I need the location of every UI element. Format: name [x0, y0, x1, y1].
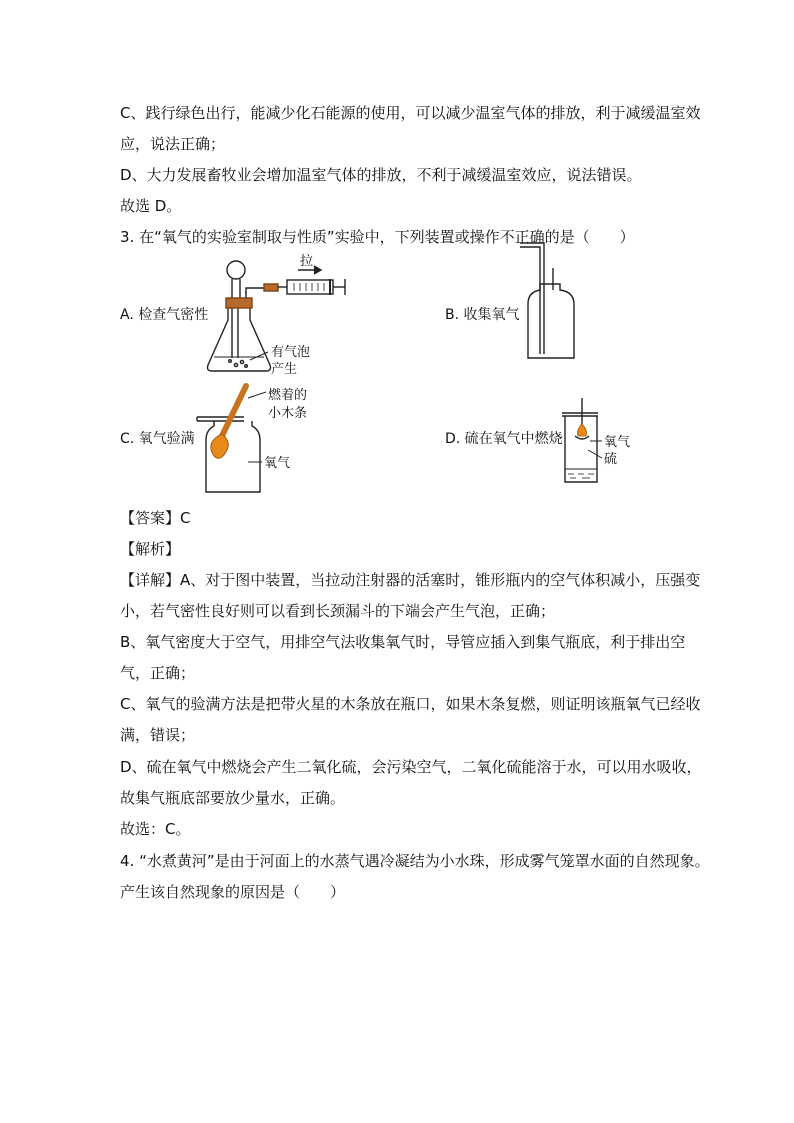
answer: 【答案】C: [120, 509, 191, 527]
explanation-line: 【详解】A、对于图中装置，当拉动注射器的活塞时，锥形瓶内的空气体积减小，压强变: [120, 571, 701, 589]
apparatus-d: [562, 398, 602, 482]
question-4: 4. “水煮黄河”是由于河面上的水蒸气遇冷凝结为小水珠，形成雾气笼罩水面的自然现象。: [120, 852, 710, 870]
analysis-heading: 【解析】: [120, 540, 181, 558]
question-3: 3. 在“氧气的实验室制取与性质”实验中，下列装置或操作不正确的是（ ）: [120, 228, 635, 246]
text-line: D、大力发展畜牧业会增加温室气体的排放，不利于减缓温室效应，说法错误。: [120, 166, 642, 184]
explanation-line: 满，错误；: [120, 726, 196, 744]
stick-label-1: 燃着的: [268, 388, 308, 403]
flame-icon: [578, 424, 587, 436]
option-d-label: D. 硫在氧气中燃烧: [445, 431, 563, 447]
explanation-line: 小，若气密性良好则可以看到长颈漏斗的下端会产生气泡，正确；: [120, 602, 556, 620]
pull-label: 拉: [300, 254, 314, 269]
bubble-label-2: 产生: [271, 362, 298, 377]
stick-label-2: 小木条: [268, 406, 308, 421]
text-line: 故选 D。: [120, 197, 182, 215]
text-line: 应，说法正确；: [120, 135, 226, 153]
bubble-label-1: 有气泡: [271, 345, 311, 360]
apparatus-b: [520, 243, 574, 358]
option-a-label: A. 检查气密性: [120, 307, 209, 323]
question-4: 产生该自然现象的原因是（ ）: [120, 883, 346, 901]
apparatus-c: [197, 392, 266, 492]
oxygen-label-d: 氧气: [604, 435, 631, 450]
explanation-line: 气，正确；: [120, 664, 196, 682]
text-line: C、践行绿色出行，能减少化石能源的使用，可以减少温室气体的排放，利于减缓温室效: [120, 104, 701, 122]
sulfur-label: 硫: [604, 452, 618, 467]
option-b-label: B. 收集氧气: [445, 307, 520, 323]
explanation-line: B、氧气密度大于空气，用排空气法收集氧气时，导管应插入到集气瓶底，利于排出空: [120, 633, 686, 651]
apparatus-figures: [0, 0, 794, 520]
burning-stick: [211, 386, 246, 458]
option-c-label: C. 氧气验满: [120, 431, 195, 447]
oxygen-label-c: 氧气: [264, 456, 291, 471]
explanation-line: 故集气瓶底部要放少量水，正确。: [120, 789, 346, 807]
explanation-line: 故选：C。: [120, 820, 191, 838]
explanation-line: C、氧气的验满方法是把带火星的木条放在瓶口，如果木条复燃，则证明该瓶氧气已经收: [120, 695, 701, 713]
explanation-line: D、硫在氧气中燃烧会产生二氧化硫，会污染空气，二氧化硫能溶于水，可以用水吸收，: [120, 758, 702, 776]
